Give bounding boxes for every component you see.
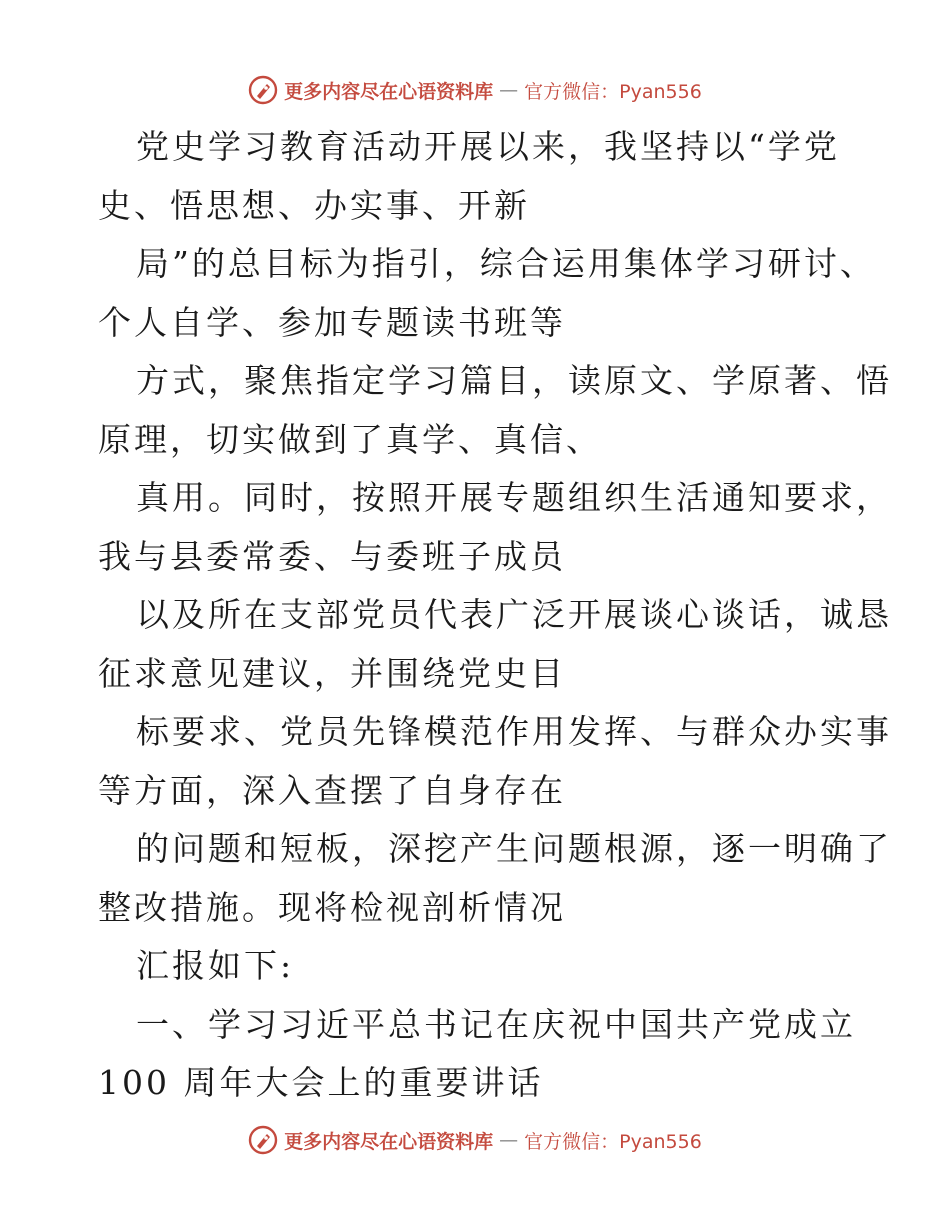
watermark-contact-text: 官方微信：Pyan556 [524, 80, 702, 103]
text-line: 党史学习教育活动开展以来，我坚持以“学党 [136, 127, 840, 166]
pen-nib-seal-icon [248, 75, 278, 105]
text-line: 真用。同时，按照开展专题组织生活通知要求， [136, 478, 892, 517]
watermark-brand-text: 更多内容尽在心语资料库 [284, 1130, 494, 1153]
watermark-contact-text: 官方微信：Pyan556 [524, 1130, 702, 1153]
text-line: 汇报如下: [136, 946, 295, 985]
section-heading-continuation: 100 周年大会上的重要讲话 [98, 1063, 544, 1102]
section-heading: 一、学习习近平总书记在庆祝中国共产党成立 [136, 1004, 856, 1044]
text-line: 局”的总目标为指引，综合运用集体学习研讨、 [136, 244, 876, 283]
watermark-separator: — [499, 1129, 519, 1151]
watermark-separator: — [499, 79, 519, 101]
header-watermark [0, 70, 950, 110]
text-line: 方式，聚焦指定学习篇目，读原文、学原著、悟 [136, 361, 892, 400]
text-line: 个人自学、参加专题读书班等 [98, 302, 566, 342]
text-line: 征求意见建议，并围绕党史目 [98, 653, 566, 693]
text-line: 标要求、党员先锋模范作用发挥、与群众办实事 [136, 712, 892, 751]
document-body [98, 118, 892, 1113]
pen-nib-seal-icon [248, 1125, 278, 1155]
text-line: 我与县委常委、与委班子成员 [98, 536, 566, 576]
watermark-brand-text: 更多内容尽在心语资料库 [284, 80, 494, 103]
footer-watermark [0, 1120, 950, 1160]
text-line: 史、悟思想、办实事、开新 [98, 185, 530, 225]
text-line: 原理，切实做到了真学、真信、 [98, 419, 602, 459]
text-line: 整改措施。现将检视剖析情况 [98, 887, 566, 927]
text-line: 以及所在支部党员代表广泛开展谈心谈话，诚恳 [136, 595, 892, 634]
text-line: 的问题和短板，深挖产生问题根源，逐一明确了 [136, 829, 892, 868]
text-line: 等方面，深入查摆了自身存在 [98, 770, 566, 810]
